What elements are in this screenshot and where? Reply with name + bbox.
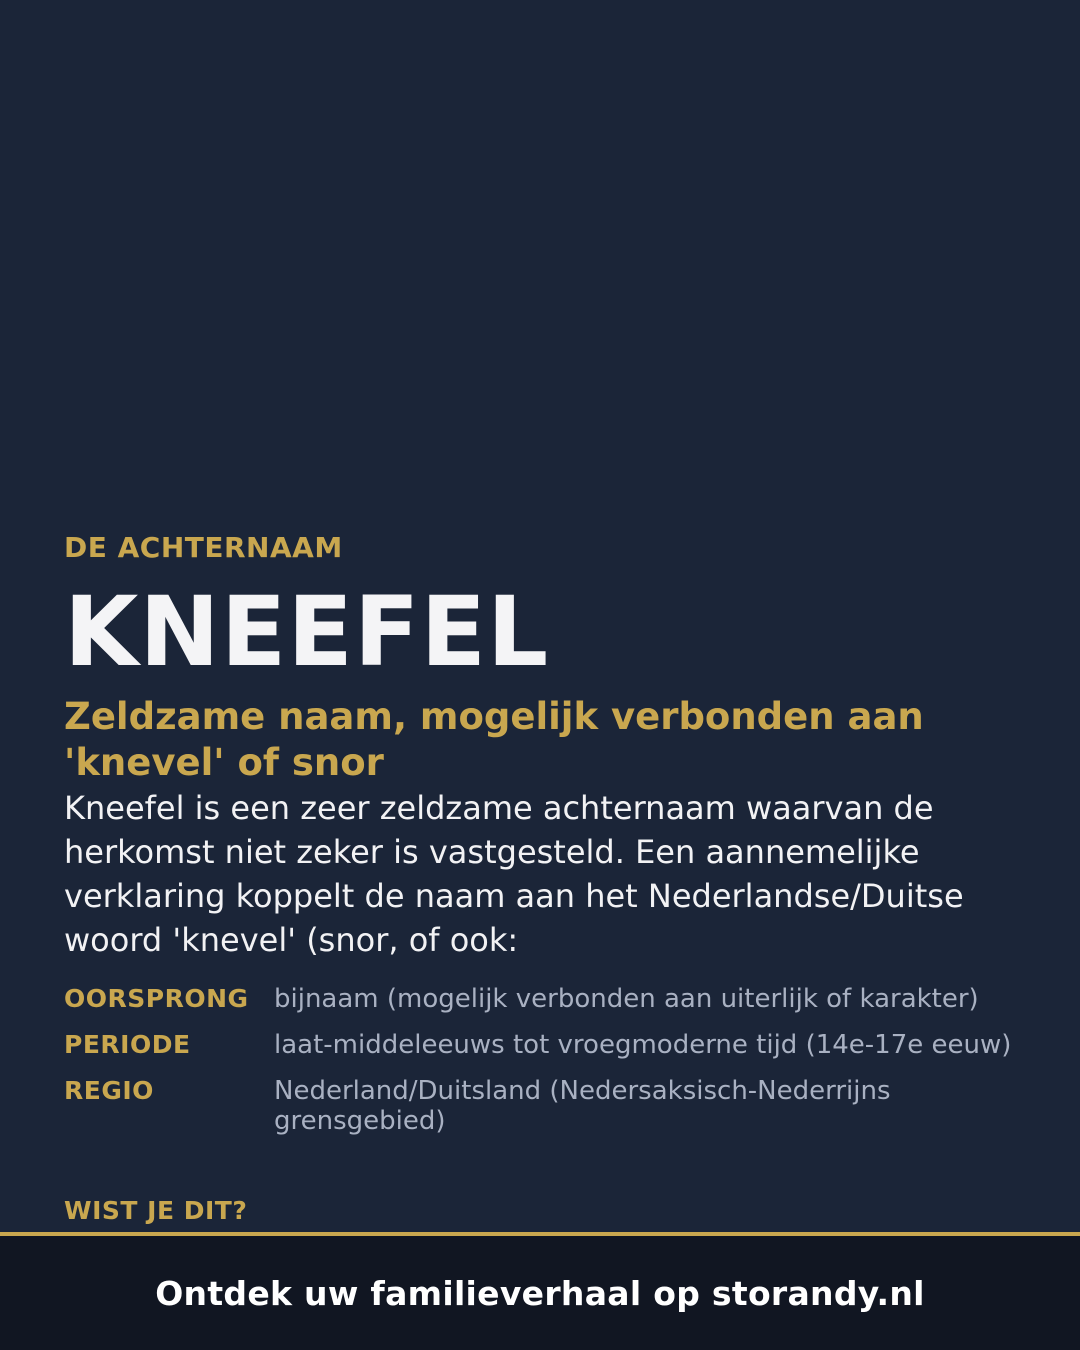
fact-row-origin bbox=[64, 984, 1024, 1014]
facts-list bbox=[64, 984, 1024, 1136]
fact-value: laat-middeleeuws tot vroegmoderne tijd (14e-17e eeuw) bbox=[274, 1030, 1012, 1060]
surname-description: Kneefel is een zeer zeldzame achternaam waarvan de herkomst niet zeker is vastgesteld. Een aannemelijke verklaring koppelt de naam aan het Nederlandse/Duitse woord 'knevel' (snor, of ook: bbox=[64, 789, 964, 959]
fact-value: Nederland/Duitsland (Nedersaksisch-Nederrijns grensgebied) bbox=[274, 1076, 891, 1136]
fact-row-period bbox=[64, 1030, 1024, 1060]
fact-value: bijnaam (mogelijk verbonden aan uiterlijk of karakter) bbox=[274, 984, 979, 1014]
surname-title: KNEEFEL bbox=[64, 576, 550, 688]
fact-label: OORSPRONG bbox=[64, 984, 249, 1013]
surname-tagline: Zeldzame naam, mogelijk verbonden aan 'knevel' of snor bbox=[64, 695, 924, 784]
fact-label: PERIODE bbox=[64, 1030, 191, 1059]
fact-label: REGIO bbox=[64, 1076, 154, 1105]
footer-bar bbox=[0, 1236, 1080, 1350]
card-content bbox=[64, 530, 1024, 1152]
fact-row-region bbox=[64, 1076, 1024, 1136]
eyebrow-label: DE ACHTERNAAM bbox=[64, 531, 343, 564]
trivia-label: WIST JE DIT? bbox=[64, 1196, 248, 1225]
footer-cta-link[interactable]: Ontdek uw familieverhaal op storandy.nl bbox=[155, 1273, 925, 1313]
